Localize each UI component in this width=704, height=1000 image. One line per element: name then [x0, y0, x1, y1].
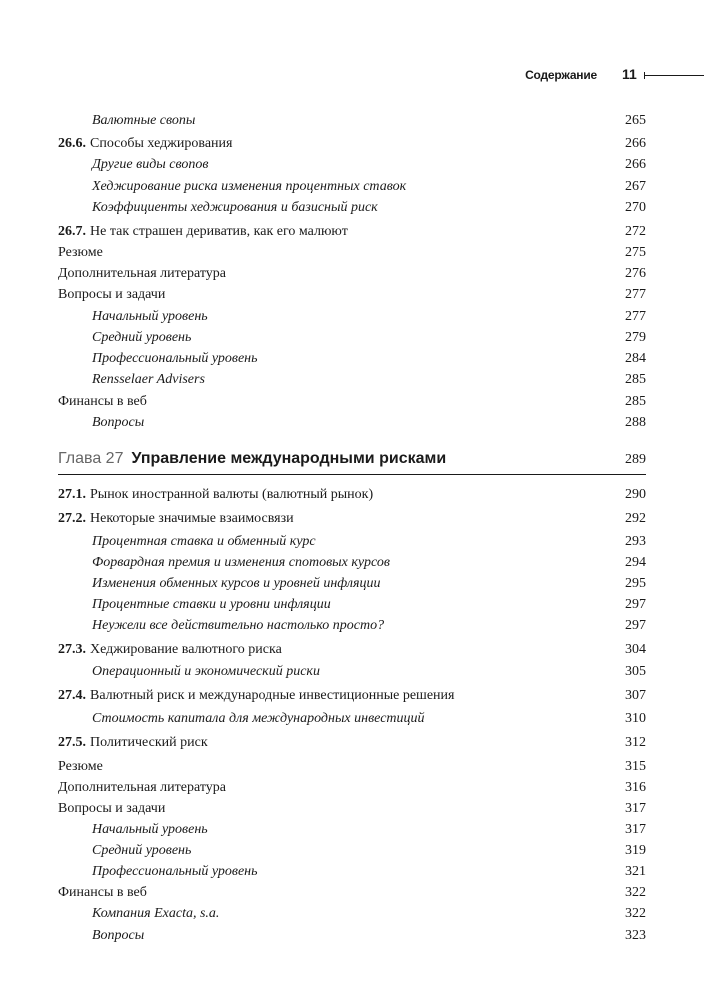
- toc-entry-title: [92, 820, 208, 840]
- toc-entry-title: [92, 616, 384, 636]
- toc-entry[interactable]: [58, 574, 646, 594]
- toc-entry[interactable]: [58, 709, 646, 729]
- toc-entry-label: Дополнительная литература: [58, 266, 226, 281]
- toc-entry-title: [92, 553, 390, 573]
- toc-entry-page: 270: [625, 200, 646, 215]
- toc-entry-label: Валютный риск и международные инвестиционные решения: [90, 688, 455, 703]
- toc-entry-page: 310: [625, 711, 646, 726]
- toc-entry[interactable]: [58, 485, 646, 505]
- toc-entry-label: Рынок иностранной валюты (валютный рынок): [90, 487, 374, 502]
- toc-entry-page: 321: [625, 864, 646, 879]
- toc-entry-label: Профессиональный уровень: [92, 351, 258, 366]
- toc-entry-title: [58, 222, 348, 242]
- toc-entry-label: Rensselaer Advisers: [92, 372, 205, 387]
- chapter-heading[interactable]: [58, 450, 646, 476]
- toc-entry[interactable]: [58, 926, 646, 946]
- toc-entry-page: 288: [625, 415, 646, 430]
- toc-entry-title: [92, 841, 191, 861]
- toc-entry[interactable]: [58, 883, 646, 903]
- toc-entry-label: Валютные свопы: [92, 113, 196, 128]
- toc-entry[interactable]: [58, 370, 646, 390]
- toc-entry-label: Хеджирование риска изменения процентных ставок: [92, 179, 407, 194]
- toc-entry-page: 323: [625, 928, 646, 943]
- toc-entry-page: 305: [625, 664, 646, 679]
- toc-entry-label: Некоторые значимые взаимосвязи: [90, 511, 294, 526]
- page-number: 11: [622, 66, 637, 82]
- toc-entry[interactable]: [58, 862, 646, 882]
- chapter-label: [58, 450, 446, 468]
- toc-entry[interactable]: [58, 243, 646, 263]
- toc-entry-label: Операционный и экономический риски: [92, 664, 320, 679]
- section-number: 26.7.: [58, 224, 86, 239]
- toc-entry-page: 294: [625, 555, 646, 570]
- toc-entry-page: 322: [625, 906, 646, 921]
- toc-entry[interactable]: [58, 686, 646, 706]
- toc-entry-title: [58, 264, 226, 284]
- toc-entry-label: Другие виды свопов: [92, 157, 209, 172]
- toc-entry[interactable]: [58, 134, 646, 154]
- toc-entry-label: Начальный уровень: [92, 822, 208, 837]
- toc-entry-page: 276: [625, 266, 646, 281]
- toc-entry-title: [92, 198, 378, 218]
- toc-entry-title: [58, 778, 226, 798]
- toc-entry-page: 277: [625, 309, 646, 324]
- toc-entry-title: [58, 799, 165, 819]
- toc-entry[interactable]: [58, 595, 646, 615]
- toc-entry-page: 297: [625, 618, 646, 633]
- toc-entry-label: Средний уровень: [92, 330, 192, 345]
- section-number: 27.2.: [58, 511, 86, 526]
- toc-entry[interactable]: [58, 662, 646, 682]
- toc-entry[interactable]: [58, 222, 646, 242]
- toc-entry[interactable]: [58, 640, 646, 660]
- toc-entry-title: [58, 485, 373, 505]
- toc-entry[interactable]: [58, 757, 646, 777]
- toc-entry-page: 319: [625, 843, 646, 858]
- toc-entry[interactable]: [58, 198, 646, 218]
- toc-entry-title: [92, 328, 191, 348]
- toc-entry[interactable]: [58, 264, 646, 284]
- toc-entry[interactable]: [58, 349, 646, 369]
- toc-entry-title: [92, 111, 195, 131]
- toc-entry-page: 293: [625, 534, 646, 549]
- toc-entry-label: Резюме: [58, 759, 103, 774]
- toc-entry[interactable]: [58, 841, 646, 861]
- toc-entry[interactable]: [58, 778, 646, 798]
- header-rule: [644, 75, 704, 76]
- toc-entry-page: 275: [625, 245, 646, 260]
- toc-entry-label: Хеджирование валютного риска: [90, 642, 282, 657]
- toc-entry-title: [58, 134, 232, 154]
- toc-entry-page: 317: [625, 822, 646, 837]
- toc-entry-label: Финансы в веб: [58, 885, 147, 900]
- toc-entry[interactable]: [58, 111, 646, 131]
- toc-entry-label: Дополнительная литература: [58, 780, 226, 795]
- toc-entry-title: [58, 392, 147, 412]
- running-header: [0, 66, 704, 86]
- toc-entry-page: 297: [625, 597, 646, 612]
- toc-entry-label: Политический риск: [90, 735, 208, 750]
- toc-entry-title: [58, 509, 294, 529]
- toc-entry-label: Способы хеджирования: [90, 136, 233, 151]
- toc-entry[interactable]: [58, 307, 646, 327]
- toc-entry-label: Неужели все действительно настолько просто?: [92, 618, 385, 633]
- toc-entry-title: [92, 349, 258, 369]
- toc-entry-page: 277: [625, 287, 646, 302]
- section-number: 27.4.: [58, 688, 86, 703]
- section-number: 27.3.: [58, 642, 86, 657]
- toc-entry[interactable]: [58, 904, 646, 924]
- toc-entry-label: Форвардная премия и изменения спотовых курсов: [92, 555, 390, 570]
- toc-entry-label: Финансы в веб: [58, 394, 147, 409]
- toc-entry[interactable]: [58, 285, 646, 305]
- toc-entry-page: 265: [625, 113, 646, 128]
- toc-entry-title: [58, 686, 454, 706]
- toc-entry-page: 295: [625, 576, 646, 591]
- header-title: Содержание: [525, 68, 597, 82]
- toc-entry[interactable]: [58, 553, 646, 573]
- toc-entry-label: Процентные ставки и уровни инфляции: [92, 597, 331, 612]
- toc-entry-page: 285: [625, 394, 646, 409]
- toc-entry-page: 322: [625, 885, 646, 900]
- toc-entry[interactable]: [58, 532, 646, 552]
- toc-entry[interactable]: [58, 733, 646, 753]
- toc-entry[interactable]: [58, 820, 646, 840]
- toc-entry-title: [92, 155, 208, 175]
- toc-entry-title: [92, 177, 406, 197]
- toc-entry-title: [92, 307, 208, 327]
- toc-entry-title: [58, 733, 208, 753]
- section-number: 26.6.: [58, 136, 86, 151]
- chapter-rule: [58, 474, 646, 475]
- toc-entry-page: 304: [625, 642, 646, 657]
- toc-entry-page: 290: [625, 487, 646, 502]
- toc-entry[interactable]: [58, 413, 646, 433]
- chapter-title: Управление международными рисками: [131, 450, 447, 467]
- toc-entry[interactable]: [58, 392, 646, 412]
- toc-entry-label: Вопросы и задачи: [58, 801, 166, 816]
- toc-entry[interactable]: [58, 155, 646, 175]
- toc-entry-title: [92, 709, 425, 729]
- toc-entry-page: 315: [625, 759, 646, 774]
- chapter-number: Глава 27: [58, 450, 124, 467]
- toc-entry-label: Не так страшен дериватив, как его малюют: [90, 224, 348, 239]
- toc-entry-label: Средний уровень: [92, 843, 192, 858]
- toc-entry-title: [58, 757, 103, 777]
- toc-entry-label: Процентная ставка и обменный курс: [92, 534, 316, 549]
- toc-entry-title: [58, 285, 165, 305]
- toc-entry-page: 285: [625, 372, 646, 387]
- toc-entry-title: [92, 413, 144, 433]
- toc-entry-title: [92, 926, 144, 946]
- toc-entry-label: Коэффициенты хеджирования и базисный риск: [92, 200, 378, 215]
- toc-entry-label: Начальный уровень: [92, 309, 208, 324]
- toc-entry-page: 292: [625, 511, 646, 526]
- toc-entry-label: Вопросы: [92, 928, 145, 943]
- toc-entry[interactable]: [58, 616, 646, 636]
- toc-entry-title: [92, 904, 219, 924]
- toc-entry-page: 279: [625, 330, 646, 345]
- toc-entry[interactable]: [58, 509, 646, 529]
- section-number: 27.1.: [58, 487, 86, 502]
- toc-entry-title: [92, 574, 380, 594]
- toc-entry-page: 284: [625, 351, 646, 366]
- chapter-page: 289: [625, 452, 646, 467]
- toc-entry-page: 312: [625, 735, 646, 750]
- toc-entry-title: [58, 243, 103, 263]
- toc-entry-page: 307: [625, 688, 646, 703]
- toc-entry-page: 267: [625, 179, 646, 194]
- toc-entry-page: 266: [625, 157, 646, 172]
- toc-entry-title: [92, 595, 331, 615]
- toc-entry[interactable]: [58, 177, 646, 197]
- toc-entry-title: [58, 883, 147, 903]
- toc-entry-page: 316: [625, 780, 646, 795]
- toc-entry-label: Профессиональный уровень: [92, 864, 258, 879]
- toc-entry-title: [92, 532, 316, 552]
- section-number: 27.5.: [58, 735, 86, 750]
- toc-entry-label: Компания Exacta, s.a.: [92, 906, 220, 921]
- toc-entry-label: Вопросы и задачи: [58, 287, 166, 302]
- toc-entry-page: 317: [625, 801, 646, 816]
- toc-entry-page: 272: [625, 224, 646, 239]
- toc-entry-label: Стоимость капитала для международных инвестиций: [92, 711, 425, 726]
- toc-entry-title: [92, 370, 205, 390]
- toc-entry-title: [92, 662, 320, 682]
- toc-entry-title: [58, 640, 282, 660]
- toc-entry-label: Изменения обменных курсов и уровней инфляции: [92, 576, 381, 591]
- toc-entry[interactable]: [58, 799, 646, 819]
- toc-entry-title: [92, 862, 258, 882]
- toc-entry-page: 266: [625, 136, 646, 151]
- toc-entry-label: Резюме: [58, 245, 103, 260]
- toc-entry-label: Вопросы: [92, 415, 145, 430]
- toc-entry[interactable]: [58, 328, 646, 348]
